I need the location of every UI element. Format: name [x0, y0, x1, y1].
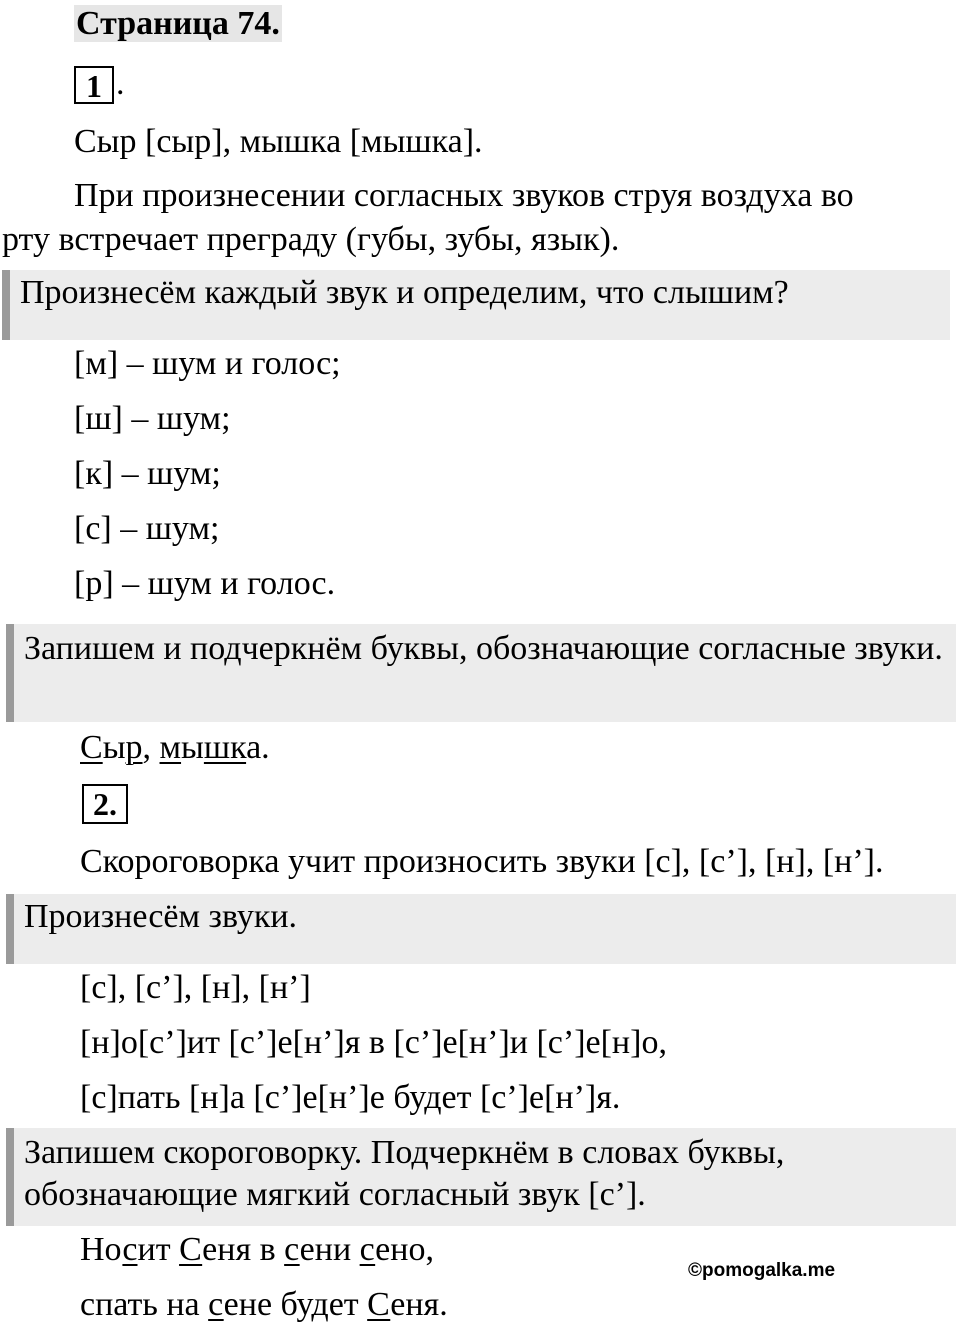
- task1-answer-part: а.: [246, 729, 270, 766]
- task1-answer-underlined-letter: шк: [203, 729, 247, 766]
- task1-line1: Сыр [сыр], мышка [мышка].: [74, 123, 483, 160]
- page-title-text: Страница 74.: [76, 5, 280, 42]
- task1-sound-4: [с] – шум;: [74, 510, 220, 547]
- task1-sound-2: [ш] – шум;: [74, 400, 231, 437]
- task1-answer-underlined-letter: м: [159, 729, 182, 766]
- task1-number: 1: [86, 68, 102, 104]
- task1-instruction-2: Запишем и подчеркнём буквы, обозначающие согласные звуки.: [24, 630, 943, 667]
- task2-answer-line1-part: ено,: [375, 1231, 434, 1268]
- task2-instruction-panel-1: [6, 894, 956, 964]
- task2-sound-1: [с], [с’], [н], [н’]: [80, 969, 311, 1006]
- task1-paragraph-line1: При произнесении согласных звуков струя воздуха во: [74, 177, 854, 214]
- task2-answer-line1-part: ит: [137, 1231, 180, 1268]
- task1-answer: [80, 726, 270, 770]
- task1-number-box: [74, 66, 114, 104]
- task2-answer-line1-underlined-letter: с: [284, 1231, 300, 1268]
- task2-answer-line2-part: спать на: [80, 1286, 209, 1323]
- page-title: [74, 2, 282, 46]
- task1-paragraph-line2: рту встречает преграду (губы, зубы, язык).: [2, 221, 620, 258]
- watermark: ©pomogalka.me: [688, 1260, 836, 1281]
- task2-answer-line1-underlined-letter: с: [359, 1231, 376, 1268]
- task2-answer-line2-part: ене будет: [223, 1286, 368, 1323]
- task1-answer-underlined-letter: С: [80, 729, 103, 766]
- task1-instruction-panel-2: [6, 624, 956, 722]
- task1-answer-part: ,: [142, 729, 160, 766]
- task1-instruction-panel-1: [2, 270, 950, 340]
- task2-answer-line2-underlined-letter: с: [208, 1286, 224, 1323]
- task2-answer-line2: [80, 1283, 448, 1327]
- task2-answer-line1-part: Но: [80, 1231, 123, 1268]
- task1-answer-underlined-letter: р: [125, 729, 143, 766]
- task1-answer-part: ы: [102, 729, 126, 766]
- task2-answer-line2-part: еня.: [390, 1286, 448, 1323]
- task1-sound-5: [р] – шум и голос.: [74, 565, 336, 602]
- task2-answer-line1-underlined-letter: с: [122, 1231, 138, 1268]
- task2-answer-line1-part: ени: [299, 1231, 360, 1268]
- task2-number: 2.: [93, 786, 117, 822]
- task2-instruction-1: Произнесём звуки.: [24, 898, 298, 935]
- task1-instruction-1: Произнесём каждый звук и определим, что слышим?: [20, 274, 789, 311]
- task2-instruction-2: Запишем скороговорку. Подчеркнём в словах буквы, обозначающие мягкий согласный звук [с’].: [24, 1134, 785, 1213]
- task2-number-box: [82, 784, 128, 824]
- task1-sound-3: [к] – шум;: [74, 455, 221, 492]
- task1-number-suffix: .: [116, 65, 125, 102]
- task2-answer-line2-underlined-letter: С: [367, 1286, 391, 1323]
- task2-sound-2: [н]о[с’]ит [с’]е[н’]я в [с’]е[н’]и [с’]е[н]о,: [80, 1024, 667, 1061]
- task2-sound-3: [с]пать [н]а [с’]е[н’]е будет [с’]е[н’]я.: [80, 1079, 621, 1116]
- task2-answer-line1: [80, 1228, 434, 1272]
- task2-line1: Скороговорка учит произносить звуки [с], [с’], [н], [н’].: [80, 843, 884, 880]
- task2-answer-line1-part: еня в: [202, 1231, 285, 1268]
- task1-sound-1: [м] – шум и голос;: [74, 345, 341, 382]
- task2-instruction-panel-2: [6, 1128, 956, 1226]
- task2-answer-line1-underlined-letter: С: [179, 1231, 203, 1268]
- task1-answer-part: ы: [181, 729, 204, 766]
